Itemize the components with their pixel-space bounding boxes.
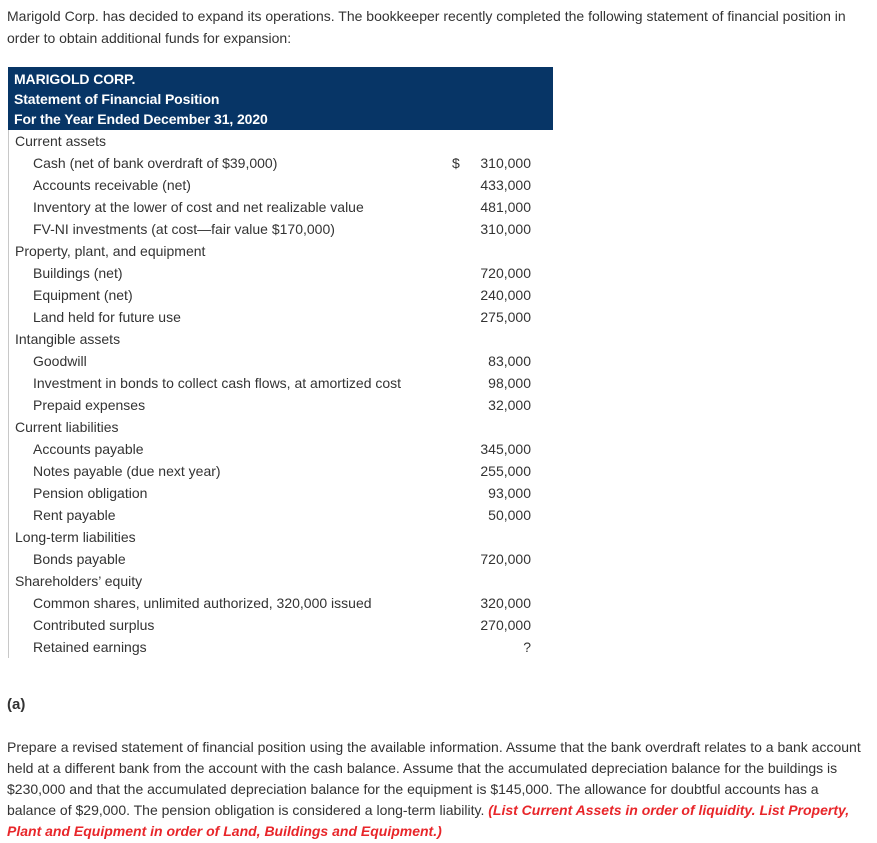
line-amount: 32,000: [488, 397, 531, 413]
line-amount: 240,000: [480, 287, 531, 303]
line-label: Contributed surplus: [33, 617, 155, 633]
statement-period: For the Year Ended December 31, 2020: [14, 111, 268, 127]
currency-symbol: $: [452, 155, 460, 171]
line-amount: 83,000: [488, 353, 531, 369]
statement-line-item: [9, 460, 553, 482]
line-label: Shareholders’ equity: [15, 573, 143, 589]
instructions: [7, 737, 867, 842]
statement-line-item: [9, 482, 553, 504]
statement-of-financial-position: [8, 67, 553, 658]
line-label: Equipment (net): [33, 287, 133, 303]
line-amount: 275,000: [480, 309, 531, 325]
statement-line-item: [9, 394, 553, 416]
statement-line-item: [9, 262, 553, 284]
line-amount: 270,000: [480, 617, 531, 633]
company-name: MARIGOLD CORP.: [14, 71, 136, 87]
statement-line-item: [9, 174, 553, 196]
line-label: Bonds payable: [33, 551, 126, 567]
instructions-emphasis: (List Current Assets in order of liquidity. List Property, Plant and Equipment in order of Land, Buildings and Equipment.): [7, 802, 850, 839]
line-amount: 320,000: [480, 595, 531, 611]
statement-section-heading: [9, 240, 553, 262]
statement-line-item: [9, 592, 553, 614]
line-label: Prepaid expenses: [33, 397, 146, 413]
statement-line-item: [9, 350, 553, 372]
line-amount: 433,000: [480, 177, 531, 193]
instructions-text: Prepare a revised statement of financial position using the available information. Assume that the bank overdraft relates to a bank account held at a different bank from the account with the cash balance. Assume that the accumulated depreciation balance for the buildings is $230,000 and that the accumulated depreciation balance for the equipment is $145,000. The allowance for doubtful accounts has a balance of $29,000. The pension obligation is considered a long-term liability.: [7, 739, 861, 818]
line-label: Accounts payable: [33, 441, 144, 457]
statement-line-item: [9, 548, 553, 570]
statement-section-heading: [9, 526, 553, 548]
statement-section-heading: [9, 328, 553, 350]
statement-rows: [8, 130, 553, 658]
line-label: Intangible assets: [15, 331, 121, 347]
line-label: FV-NI investments (at cost—fair value $170,000): [33, 221, 335, 237]
statement-header: [8, 67, 553, 130]
statement-section-heading: [9, 130, 553, 152]
line-amount: 310,000: [480, 155, 531, 171]
line-label: Rent payable: [33, 507, 116, 523]
statement-line-item: [9, 284, 553, 306]
statement-line-item: [9, 218, 553, 240]
statement-line-item: [9, 614, 553, 636]
line-label: Notes payable (due next year): [33, 463, 221, 479]
statement-line-item: [9, 372, 553, 394]
line-label: Cash (net of bank overdraft of $39,000): [33, 155, 278, 171]
line-label: Goodwill: [33, 353, 87, 369]
line-amount: 310,000: [480, 221, 531, 237]
line-label: Pension obligation: [33, 485, 148, 501]
line-label: Investment in bonds to collect cash flows, at amortized cost: [33, 375, 402, 391]
line-amount: ?: [523, 639, 531, 655]
line-amount: 93,000: [488, 485, 531, 501]
statement-section-heading: [9, 416, 553, 438]
line-amount: 98,000: [488, 375, 531, 391]
line-label: Common shares, unlimited authorized, 320,000 issued: [33, 595, 372, 611]
line-amount: 720,000: [480, 265, 531, 281]
statement-line-item: [9, 636, 553, 658]
line-amount: 255,000: [480, 463, 531, 479]
line-label: Inventory at the lower of cost and net realizable value: [33, 199, 364, 215]
line-amount: 50,000: [488, 507, 531, 523]
line-amount: 345,000: [480, 441, 531, 457]
line-label: Buildings (net): [33, 265, 123, 281]
line-amount: 720,000: [480, 551, 531, 567]
line-label: Current assets: [15, 133, 107, 149]
line-label: Long-term liabilities: [15, 529, 136, 545]
problem-intro: Marigold Corp. has decided to expand its operations. The bookkeeper recently completed the following statement of financial position in order to obtain additional funds for expansion:: [7, 8, 846, 46]
statement-title: Statement of Financial Position: [14, 91, 220, 107]
statement-line-item: [9, 152, 553, 174]
statement-line-item: [9, 196, 553, 218]
line-label: Property, plant, and equipment: [15, 243, 206, 259]
part-label: (a): [7, 696, 26, 713]
statement-line-item: [9, 438, 553, 460]
line-label: Accounts receivable (net): [33, 177, 191, 193]
statement-section-heading: [9, 570, 553, 592]
line-label: Current liabilities: [15, 419, 119, 435]
statement-line-item: [9, 504, 553, 526]
statement-line-item: [9, 306, 553, 328]
line-label: Retained earnings: [33, 639, 147, 655]
line-amount: 481,000: [480, 199, 531, 215]
line-label: Land held for future use: [33, 309, 181, 325]
